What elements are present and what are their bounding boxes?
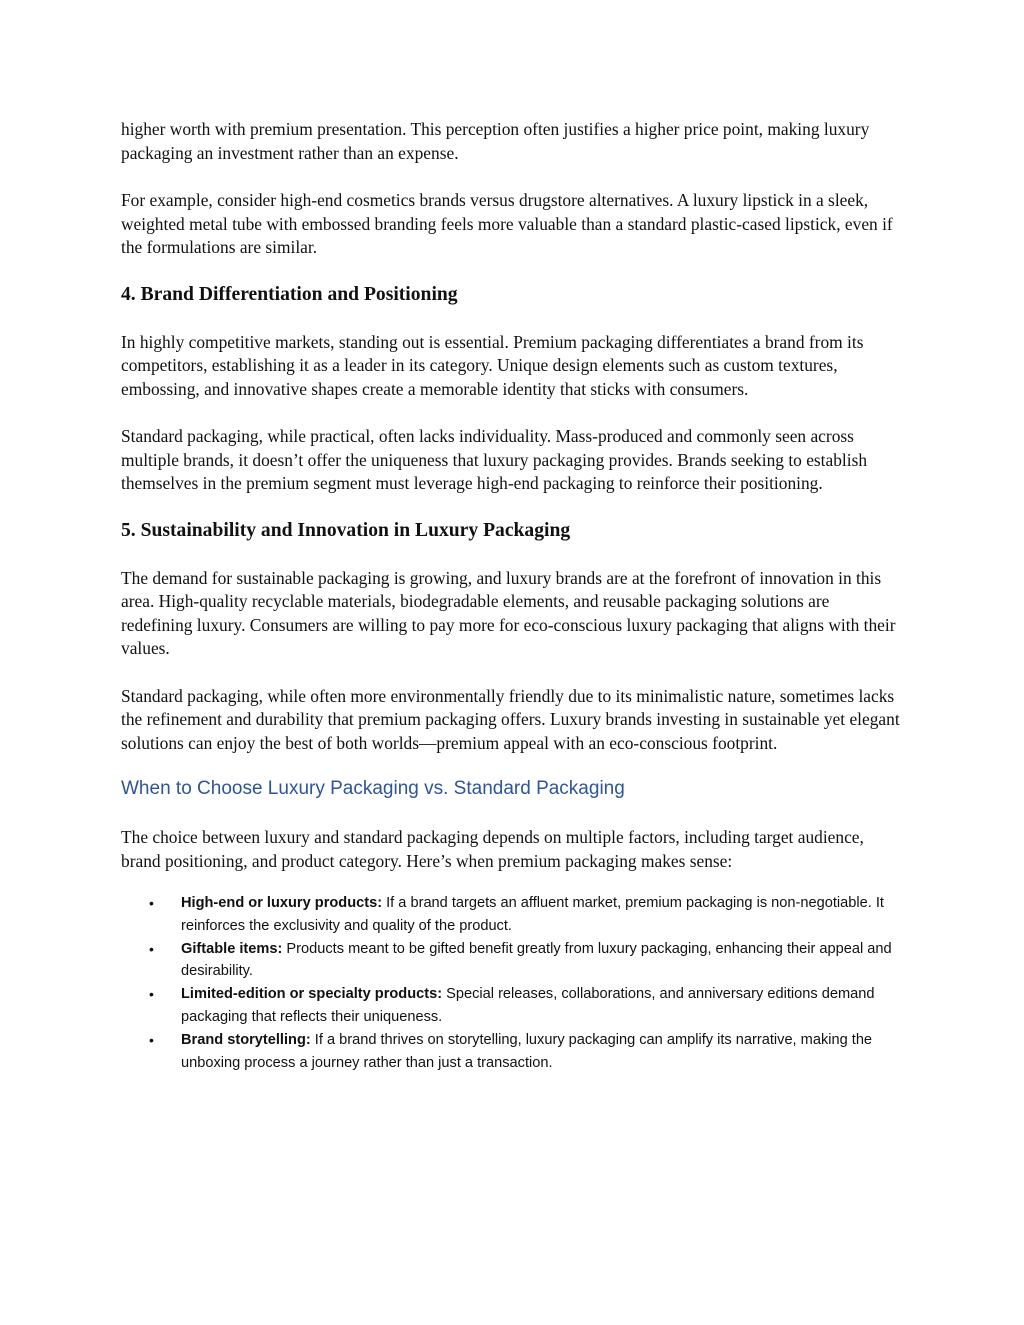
bullet-lead: Brand storytelling:: [181, 1031, 311, 1048]
paragraph-cosmetics-example: For example, consider high-end cosmetics brands versus drugstore alternatives. A luxury lipstick in a sleek, weighted metal tube with embossed branding feels more valuable than a standard plastic-cased lipstick, even if the formulations are similar.: [121, 190, 893, 257]
bullet-list: [121, 892, 901, 1074]
heading-brand-differentiation: 4. Brand Differentiation and Positioning: [121, 283, 458, 305]
paragraph-standard-environmental: Standard packaging, while often more environmentally friendly due to its minimalistic nature, sometimes lacks the refinement and durability that premium packaging offers. Luxury brands investing in sustainable yet elegant solutions can enjoy the best of both worlds—premium appeal with an eco-conscious footprint.: [121, 685, 900, 753]
heading-sustainability-innovation: 5. Sustainability and Innovation in Luxury Packaging: [121, 519, 571, 541]
bullet-marker: •: [149, 895, 154, 911]
paragraph-premium-worth: higher worth with premium presentation. This perception often justifies a higher price point, making luxury packaging an investment rather than an expense.: [121, 119, 870, 163]
paragraph-standard-individuality: Standard packaging, while practical, often lacks individuality. Mass-produced and commonly seen across multiple brands, it doesn’t offer the uniqueness that luxury packaging provides. Brands seeking to establish themselves in the premium segment must leverage high-end packaging to reinforce their positioning.: [121, 426, 868, 493]
bullet-lead: High-end or luxury products:: [181, 895, 383, 911]
bullet-marker: •: [149, 1031, 154, 1048]
list-item: [121, 983, 901, 1029]
bullet-marker: •: [149, 940, 154, 957]
bullet-text: If a brand targets an affluent market, premium packaging is non-negotiable. It reinforces the exclusivity and quality of the product.: [181, 895, 884, 934]
paragraph-choice-factors: The choice between luxury and standard packaging depends on multiple factors, including target audience, brand positioning, and product category. Here’s when premium packaging makes sense:: [121, 827, 864, 871]
list-item: [121, 1029, 901, 1075]
list-item: [121, 938, 901, 984]
bullet-lead: Limited-edition or specialty products:: [181, 986, 443, 1003]
bullet-text: If a brand thrives on storytelling, luxury packaging can amplify its narrative, making the unboxing process a journey rather than just a transaction.: [181, 1031, 873, 1071]
bullet-text: Special releases, collaborations, and anniversary editions demand packaging that reflects their uniqueness.: [181, 986, 875, 1025]
bullet-marker: •: [149, 986, 154, 1003]
bullet-lead: Giftable items:: [181, 940, 283, 957]
bullet-text: Products meant to be gifted benefit greatly from luxury packaging, enhancing their appeal and desirability.: [181, 940, 892, 980]
list-item: [121, 892, 901, 938]
paragraph-sustainable-demand: The demand for sustainable packaging is growing, and luxury brands are at the forefront of innovation in this area. High-quality recyclable materials, biodegradable elements, and reusable packaging solutions are redefining luxury. Consumers are willing to pay more for eco-conscious luxury packaging that aligns with their values.: [121, 567, 896, 658]
paragraph-competitive-markets: In highly competitive markets, standing out is essential. Premium packaging differentiates a brand from its competitors, establishing it as a leader in its category. Unique design elements such as custom textures, embossing, and innovative shapes create a memorable identity that sticks with consumers.: [121, 331, 864, 399]
document-page: [121, 118, 901, 1074]
heading-when-to-choose: When to Choose Luxury Packaging vs. Standard Packaging: [121, 778, 625, 799]
